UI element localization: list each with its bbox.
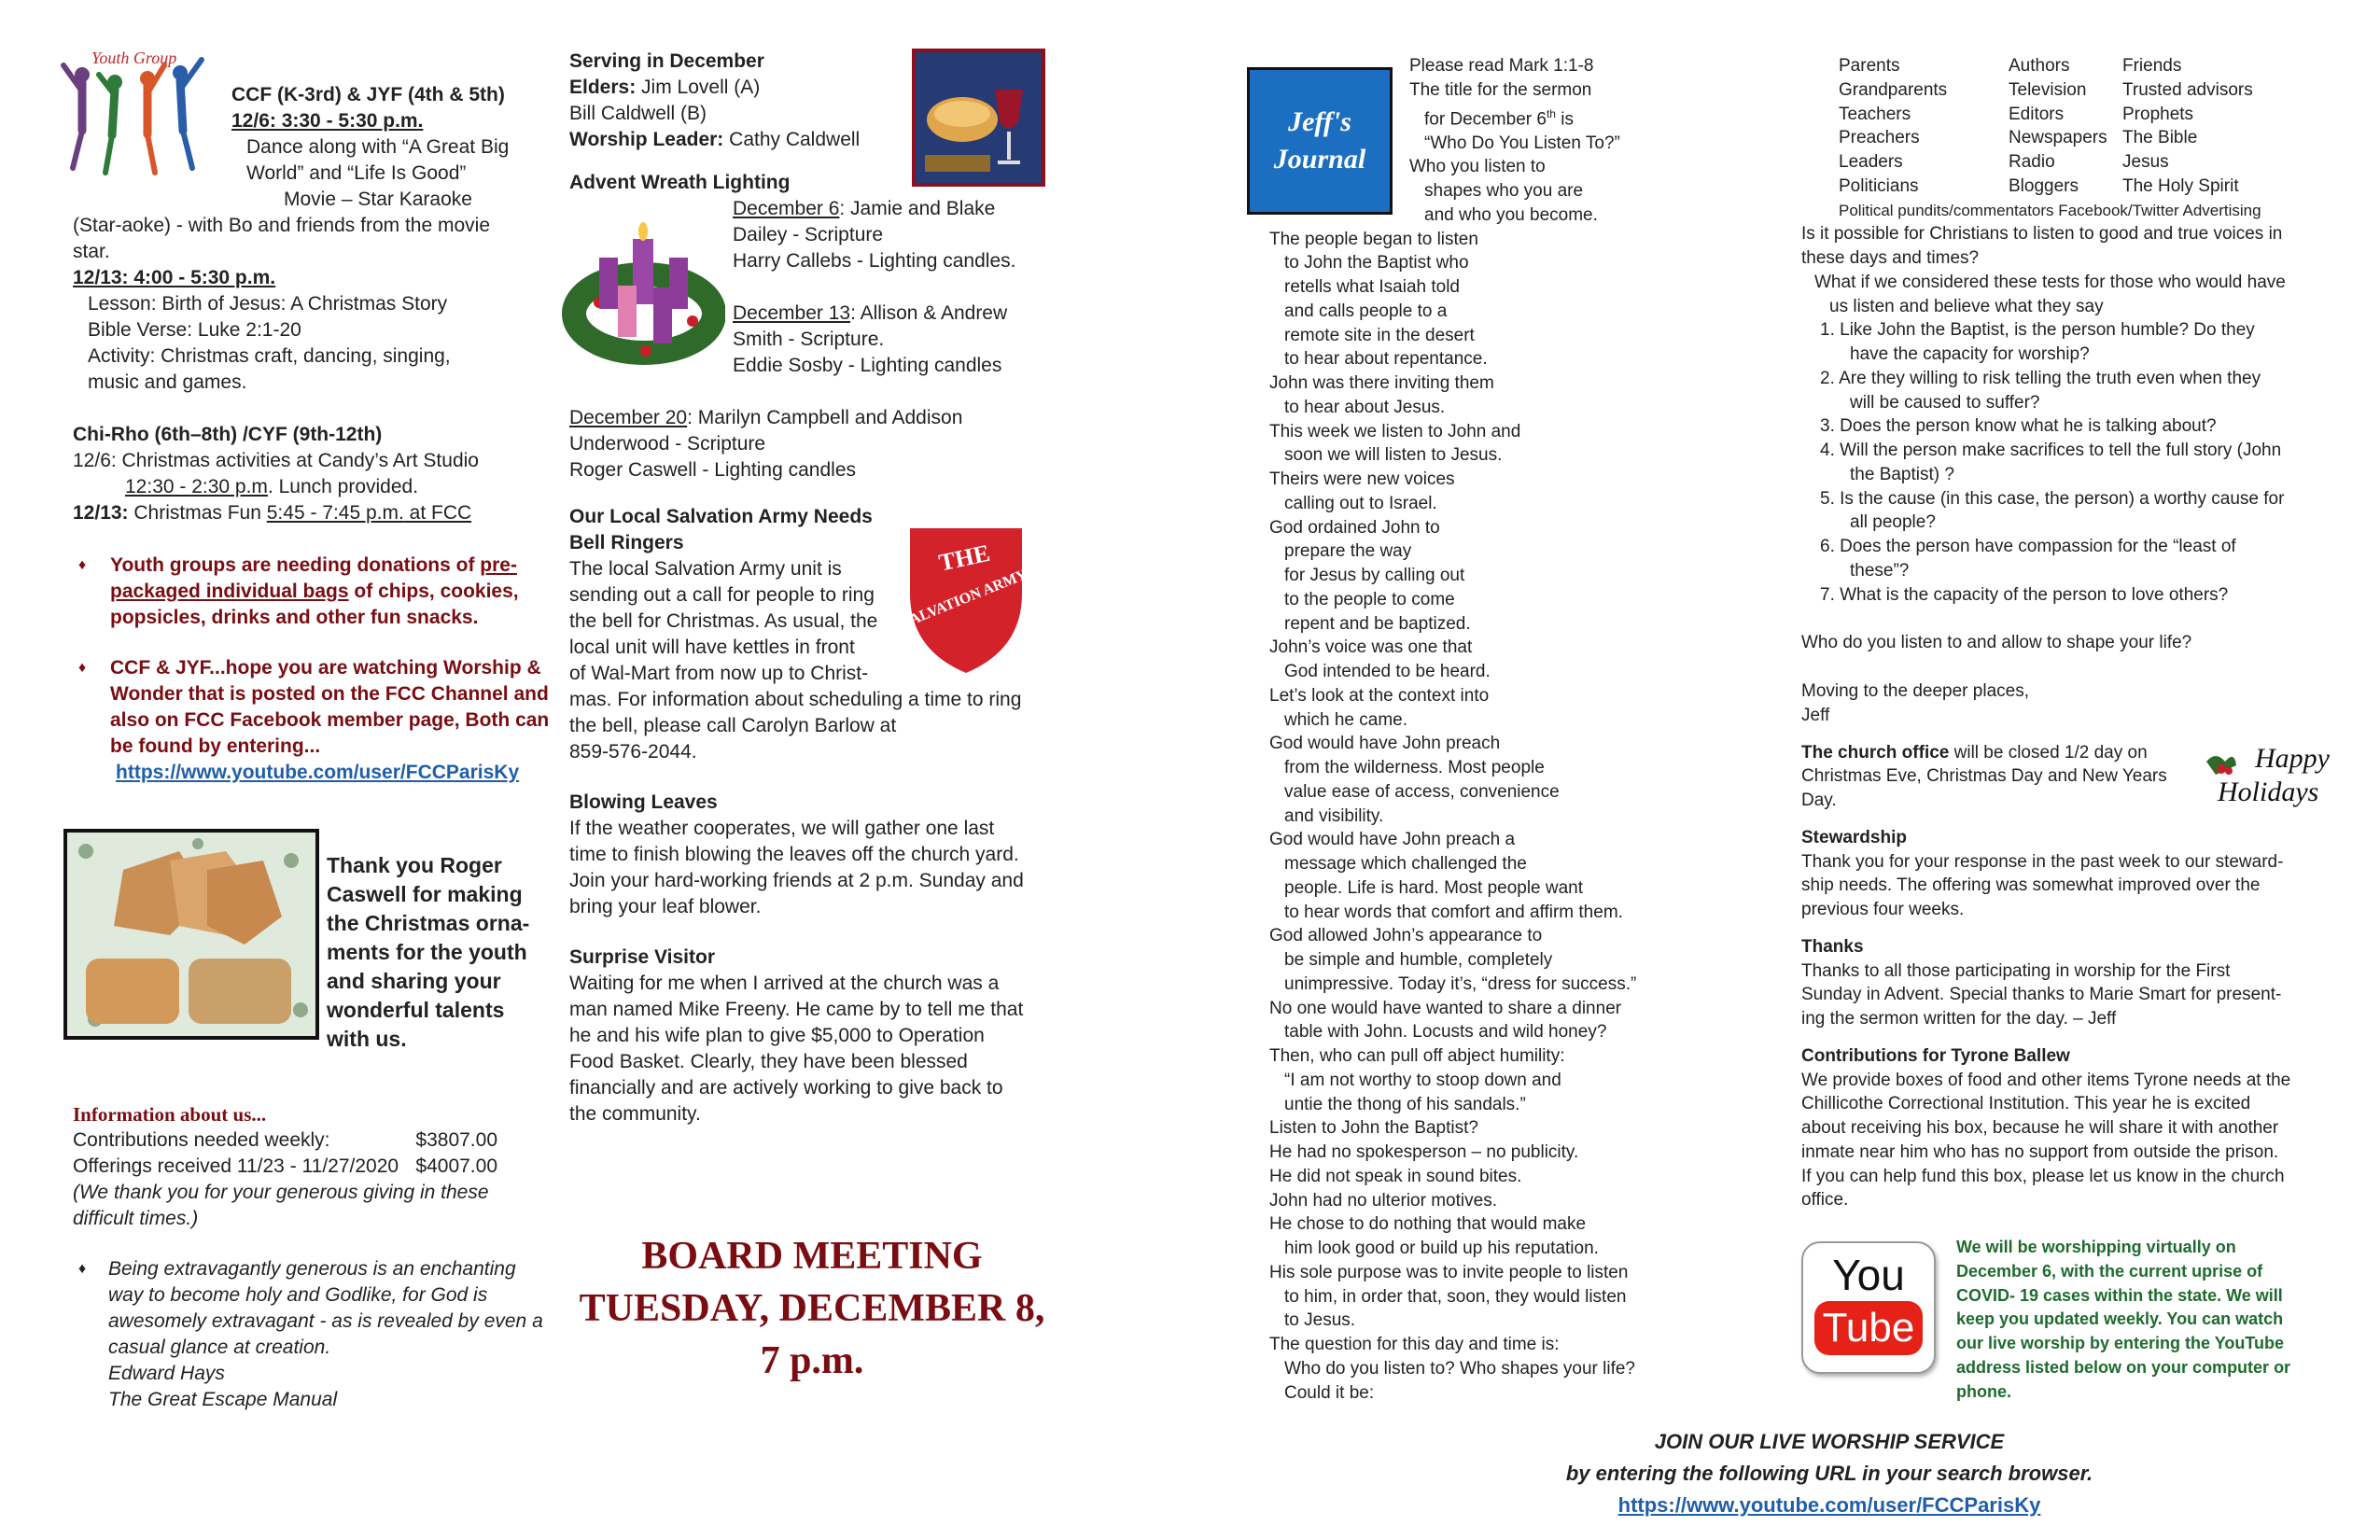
youth-group-logo-text: Youth Group [91,49,177,67]
journal-line: Theirs were new voices [1269,469,1455,490]
journal-line: for Jesus by calling out [1284,566,1465,586]
dec6-line-2: Dailey - Scripture [733,224,884,245]
journal-line: repent and be baptized. [1284,613,1471,634]
yt-line-1: We will be worshipping virtually on [1956,1238,2236,1256]
voices-list-item: The Holy Spirit [2122,175,2239,196]
advent-wreath-icon [562,211,725,374]
journal-line: value ease of access, convenience [1284,781,1560,802]
test-item-line: all people? [1850,512,1936,533]
offerings-row: Offerings received 11/23 - 11/27/2020 $4007.00 [73,1155,497,1177]
join-url-link[interactable]: https://www.youtube.com/user/FCCParisKy [1617,1493,2041,1517]
journal-line: remote site in the desert [1284,325,1475,345]
ccf-date-2: 12/13: 4:00 - 5:30 p.m. [73,267,276,288]
quote-bullet: ♦ Being extravagantly generous is an enchanting way to become holy and Godlike, for God is awesomely extravagant - as is revealed by even a casual glance at creation. Edward Hays The Great Escape Manual [73,1256,558,1413]
voices-list-item: Trusted advisors [2122,79,2253,100]
journal-line: God would have John preach a [1269,830,1516,850]
salvation-line-4: local unit will have kettles in front [569,637,855,658]
ccf-line-1: Dance along with “A Great Big [246,136,510,158]
journal-line: to hear about repentance. [1284,349,1488,370]
communion-image [912,49,1045,187]
voices-list-item: Teachers [1839,104,1911,124]
voices-list-item: Newspapers [2009,128,2107,148]
salvation-line-6: mas. For information about scheduling a time to ring [569,689,1022,710]
leaves-title: Blowing Leaves [569,791,718,813]
journal-line: him look good or build up his reputation. [1284,1239,1599,1259]
thanks-title: Thanks [1801,936,1864,957]
ccf-activity-1: Activity: Christmas craft, dancing, singing, [88,345,451,367]
chirho-line-1: 12/6: Christmas activities at Candy’s Art Studio [73,450,479,471]
question-line-2: these days and times? [1801,248,1980,268]
leaves-line-2: time to finish blowing the leaves off the church yard. [569,844,1019,865]
journal-line: God intended to be heard. [1284,662,1491,682]
journal-line: unimpressive. Today it’s, “dress for success.” [1284,973,1637,994]
journal-line: Who you listen to [1409,157,1546,177]
journal-line: for December 6th is [1424,106,1574,129]
office-line-2: Christmas Eve, Christmas Day and New Years [1801,766,2167,787]
thanks-line-4: ments for the youth [327,940,527,964]
journal-line: untie the thong of his sandals.” [1284,1094,1526,1114]
happy-holidays-line-1: Happy [2255,743,2330,774]
journal-line: table with John. Locusts and wild honey? [1284,1022,1607,1043]
journal-line: Then, who can pull off abject humility: [1269,1046,1565,1067]
voices-list-col-3 [2122,54,2253,199]
elder-2: Bill Caldwell (B) [569,103,707,124]
visitor-line-1: Waiting for me when I arrived at the church was a [569,973,1000,994]
worship-leader-line: Worship Leader: Cathy Caldwell [569,129,861,150]
yt-line-4: keep you updated weekly. You can watch [1956,1309,2284,1329]
visitor-line-4: Food Basket. Clearly, they have been blessed [569,1051,968,1072]
voices-list-item: Bloggers [2009,175,2079,196]
board-line-1: BOARD MEETING [641,1235,983,1278]
journal-line: He did not speak in sound bites. [1269,1166,1522,1186]
journal-line: He had no spokesperson – no publicity. [1269,1142,1579,1163]
moving-line: Moving to the deeper places, [1801,681,2029,701]
journal-line: John was there inviting them [1269,373,1494,394]
ccf-date-1: 12/6: 3:30 - 5:30 p.m. [231,110,424,132]
salvation-title-2: Bell Ringers [569,532,684,553]
youtube-tube-badge: Tube [1814,1301,1923,1355]
journal-lines [1269,54,1792,1405]
tyrone-line-6: office. [1801,1190,1849,1211]
chirho-line-2: 12:30 - 2:30 p.m. Lunch provided. [125,476,419,497]
voices-list-col-2 [2009,54,2122,199]
dec6-line-1: December 6: Jamie and Blake [733,198,996,219]
board-meeting [569,1230,1055,1387]
board-line-2: TUESDAY, DECEMBER 8, [579,1287,1045,1330]
tyrone-line-5: If you can help fund this box, please let us know in the church [1801,1166,2285,1186]
leaves-line-1: If the weather cooperates, we will gather one last [569,818,995,839]
quote-author: Edward Hays [108,1363,225,1384]
journal-line: Who do you listen to? Who shapes your life? [1284,1358,1635,1379]
test-item-line: the Baptist) ? [1850,464,1954,484]
voices-list-item: Friends [2122,56,2182,76]
salvation-logo-name: SALVATION ARMY [901,567,1029,632]
visitor-line-5: financially and are actively working to give back to [569,1077,1003,1099]
ornaments-image [67,833,315,1036]
journal-line: Listen to John the Baptist? [1269,1118,1478,1139]
tyrone-line-4: inmate near him who has no support from outside the prison. [1801,1141,2279,1162]
giving-thanks-2: difficult times.) [73,1208,199,1229]
voices-list-item: Prophets [2122,104,2194,124]
leaves-line-4: bring your leaf blower. [569,896,762,917]
tyrone-line-3: about receiving his box, because he will share it with another [1801,1118,2279,1138]
column-youth [73,37,549,786]
chirho-title: Chi-Rho (6th–8th) /CYF (9th-12th) [73,424,383,445]
office-line-3: Day. [1801,791,1837,810]
ccf-line-3: Movie – Star Karaoke [284,189,472,210]
stewardship-line-3: previous four weeks. [1801,900,1965,919]
ccf-line-4: (Star-aoke) - with Bo and friends from the movie [73,215,491,236]
column-journal [1269,54,1792,1405]
join-worship [1456,1426,2203,1521]
salvation-line-3: the bell for Christmas. As usual, the [569,610,878,632]
journal-line: which he came. [1284,709,1408,730]
journal-line: The question for this day and time is: [1269,1335,1560,1355]
journal-line: and who you become. [1424,204,1598,225]
journal-line: God would have John preach [1269,734,1501,754]
journal-line: “Who Do You Listen To?” [1424,133,1620,153]
youtube-logo[interactable] [1801,1241,1936,1374]
bread-and-wine-icon [916,52,1042,183]
happy-holidays-line-2: Holidays [2218,777,2319,807]
worship-bullet: ♦ CCF & JYF...hope you are watching Worship & Wonder that is posted on the FCC Channel and also on FCC Facebook member page, Both can be found by entering... [73,655,549,760]
thanks-line-6: wonderful talents [327,998,505,1022]
tyrone-line-2: Chillicothe Correctional Institution. This year he is excited [1801,1094,2251,1114]
thanks-section-line-2: Sunday in Advent. Special thanks to Marie Smart for present- [1801,985,2282,1005]
stewardship-line-1: Thank you for your response in the past week to our steward- [1801,851,2284,872]
journal-line: from the wilderness. Most people [1284,758,1545,778]
journal-line: Could it be: [1284,1382,1375,1403]
journal-line: His sole purpose was to invite people to listen [1269,1262,1629,1282]
salvation-line-8: 859-576-2044. [569,741,697,763]
test-item-line: 6. Does the person have compassion for the “least of [1820,537,2236,556]
voices-list-item: Editors [2009,104,2065,124]
journal-line: and visibility. [1284,805,1384,826]
visitor-line-2: man named Mike Freeny. He came by to tell me that [569,999,1024,1020]
contributions-row: Contributions needed weekly: $3807.00 [73,1129,497,1151]
yt-line-2: December 6, with the current uprise of [1956,1261,2263,1281]
leaves-line-3: Join your hard-working friends at 2 p.m. Sunday and [569,870,1024,891]
salvation-line-5: of Wal-Mart from now up to Christ- [569,663,869,684]
test-item-line: 3. Does the person know what he is talking about? [1820,416,2217,437]
who-listen: Who do you listen to and allow to shape your life? [1801,633,2192,653]
dec20-line-2: Underwood - Scripture [569,433,766,455]
ccf-verse: Bible Verse: Luke 2:1-20 [88,319,301,341]
question-line-4: us listen and believe what they say [1829,296,2104,316]
journal-line: to the people to come [1284,589,1455,609]
quote-source: The Great Escape Manual [108,1389,338,1410]
salvation-title-1: Our Local Salvation Army Needs [569,506,873,527]
visitor-line-3: he and his wife plan to give $5,000 to Operation [569,1025,985,1046]
voices-list-item: Television [2009,79,2087,100]
dec6-line-3: Harry Callebs - Lighting candles. [733,250,1016,272]
youth-group-logo [54,37,213,177]
voices-list-col-1 [1839,54,2009,199]
voices-list-last: Political pundits/commentators Facebook/Twitter Advertising [1839,201,2261,219]
test-item-line: will be caused to suffer? [1850,392,2040,413]
journal-line: to John the Baptist who [1284,253,1469,273]
journal-line: The people began to listen [1269,229,1478,249]
ccf-title: CCF (K-3rd) & JYF (4th & 5th) [231,84,505,105]
journal-line: Please read Mark 1:1-8 [1409,56,1594,76]
voices-list-item: The Bible [2122,128,2198,148]
dec13-line-1: December 13: Allison & Andrew [733,302,1008,324]
board-line-3: 7 p.m. [760,1339,864,1382]
happy-holidays-graphic [2199,734,2339,818]
journal-line: “I am not worthy to stoop down and [1284,1070,1561,1090]
ornaments-photo [63,829,319,1040]
ccf-lesson: Lesson: Birth of Jesus: A Christmas Story [88,293,448,315]
journal-line: to Jesus. [1284,1310,1356,1331]
tyrone-line-1: We provide boxes of food and other items Tyrone needs at the [1801,1070,2291,1090]
visitor-line-6: the community. [569,1103,701,1125]
journal-line: to hear words that comfort and affirm them. [1284,902,1623,922]
signoff: Jeff [1801,705,1830,725]
elders-line: Elders: Jim Lovell (A) [569,77,761,98]
voices-list-item: Parents [1839,56,1900,76]
journal-line: be simple and humble, completely [1284,950,1553,971]
yt-line-7: phone. [1956,1381,2011,1401]
youtube-link-1[interactable]: https://www.youtube.com/user/FCCParisKy [116,762,520,783]
voices-list-item: Politicians [1839,175,1919,196]
journal-line: John’s voice was one that [1269,637,1473,658]
voices-list-item: Authors [2009,56,2070,76]
test-item-line: 4. Will the person make sacrifices to tell the full story (John [1820,441,2282,460]
journal-logo-line-1: Jeff's [1288,106,1351,137]
column-listen [1801,54,2343,1212]
journal-line: Let’s look at the context into [1269,685,1490,706]
dancing-figures-icon [54,37,213,177]
test-item-line: 1. Like John the Baptist, is the person humble? Do they [1820,320,2255,341]
question-line-1: Is it possible for Christians to listen to good and true voices in [1801,224,2283,245]
journal-logo-line-2: Journal [1273,144,1366,175]
info-about-us [73,1101,558,1413]
journal-line: to him, in order that, soon, they would listen [1284,1286,1627,1307]
test-item-line: 7. What is the capacity of the person to love others? [1820,584,2229,605]
thanks-line-7: with us. [327,1027,407,1051]
salvation-line-1: The local Salvation Army unit is [569,558,842,580]
advent-wreath-image [562,211,725,374]
dec13-line-2: Smith - Scripture. [733,329,885,350]
journal-line: calling out to Israel. [1284,493,1437,513]
thanks-line-1: Thank you Roger [327,853,502,877]
serving-title: Serving in December [569,50,764,72]
journal-line: God ordained John to [1269,517,1440,538]
journal-line: prepare the way [1284,541,1412,562]
stewardship-title: Stewardship [1801,827,1907,847]
office-line-1: The church office will be closed 1/2 day on [1801,742,2148,763]
journal-line: shapes who you are [1424,181,1584,202]
test-item-line: have the capacity for worship? [1850,344,2090,364]
holly-icon [2199,734,2339,818]
voices-list-item: Preachers [1839,128,1920,148]
journal-line: to hear about Jesus. [1284,397,1446,417]
journal-line: God allowed John’s appearance to [1269,926,1543,946]
test-item-line: 2. Are they willing to risk telling the truth even when they [1820,368,2261,388]
ccf-line-2: World” and “Life Is Good” [246,162,467,184]
journal-line: This week we listen to John and [1269,421,1521,441]
journal-line: and calls people to a [1284,301,1448,321]
advent-title: Advent Wreath Lighting [569,172,791,193]
yt-line-3: COVID- 19 cases within the state. We will [1956,1285,2283,1305]
thanks-section-line-3: ing the sermon written for the day. – Jeff [1801,1009,2117,1029]
youtube-announcement [1956,1236,2348,1404]
dec13-line-3: Eddie Sosby - Lighting candles [733,355,1002,376]
tests-list [1801,318,2343,607]
donation-bullet: ♦ Youth groups are needing donations of pre- packaged individual bags of chips, cookies, popsicles, drinks and other fun snacks. [73,553,549,631]
journal-line: soon we will listen to Jesus. [1284,445,1503,466]
ccf-line-5: star. [73,241,110,262]
voices-list-item: Jesus [2122,152,2169,172]
thanks-line-3: the Christmas orna- [327,911,530,935]
salvation-army-logo [901,519,1031,678]
join-line-1: JOIN OUR LIVE WORSHIP SERVICE [1654,1430,2005,1453]
tyrone-title: Contributions for Tyrone Ballew [1801,1045,2070,1066]
voices-list-item: Grandparents [1839,79,1948,100]
yt-line-5: our live worship by entering the YouTube [1956,1334,2285,1352]
voices-list [1801,54,2343,199]
test-item-line: these”? [1850,560,1910,581]
thanks-section-line-1: Thanks to all those participating in worship for the First [1801,960,2231,981]
voices-list-item: Radio [2009,152,2055,172]
ccf-activity-2: music and games. [88,371,247,393]
journal-line: The title for the sermon [1409,79,1592,100]
yt-line-6: address listed below on your computer or [1956,1357,2291,1377]
visitor-title: Surprise Visitor [569,946,716,968]
test-item-line: 5. Is the cause (in this case, the person) a worthy cause for [1820,488,2285,509]
thanks-line-5: and sharing your [327,969,501,993]
ornaments-thanks [327,851,551,1054]
voices-list-item: Leaders [1839,152,1903,172]
salvation-line-2: sending out a call for people to ring [569,584,875,606]
thanks-line-2: Caswell for making [327,882,523,906]
journal-line: retells what Isaiah told [1284,277,1460,298]
journal-line: He chose to do nothing that would make [1269,1214,1587,1235]
journal-line: people. Life is hard. Most people want [1284,877,1584,898]
journal-line: message which challenged the [1284,854,1527,875]
salvation-line-7: the bell, please call Carolyn Barlow at [569,715,897,736]
journal-line: No one would have wanted to share a dinner [1269,998,1622,1018]
stewardship-line-2: ship needs. The offering was somewhat improved over the [1801,875,2261,896]
salvation-army-shield-icon [901,519,1031,678]
salvation-logo-the: THE [936,539,993,577]
journal-line: John had no ulterior motives. [1269,1190,1497,1211]
join-line-2: by entering the following URL in your search browser. [1565,1462,2093,1485]
giving-thanks-1: (We thank you for your generous giving in these [73,1182,489,1203]
info-title: Information about us... [73,1103,267,1126]
question-line-3: What if we considered these tests for those who would have [1814,272,2286,292]
dec20-line-3: Roger Caswell - Lighting candles [569,459,856,481]
chirho-line-3: 12/13: Christmas Fun 5:45 - 7:45 p.m. at FCC [73,502,472,524]
dec20-line-1: December 20: Marilyn Campbell and Addison [569,407,963,428]
youtube-you-text: You [1832,1251,1905,1299]
